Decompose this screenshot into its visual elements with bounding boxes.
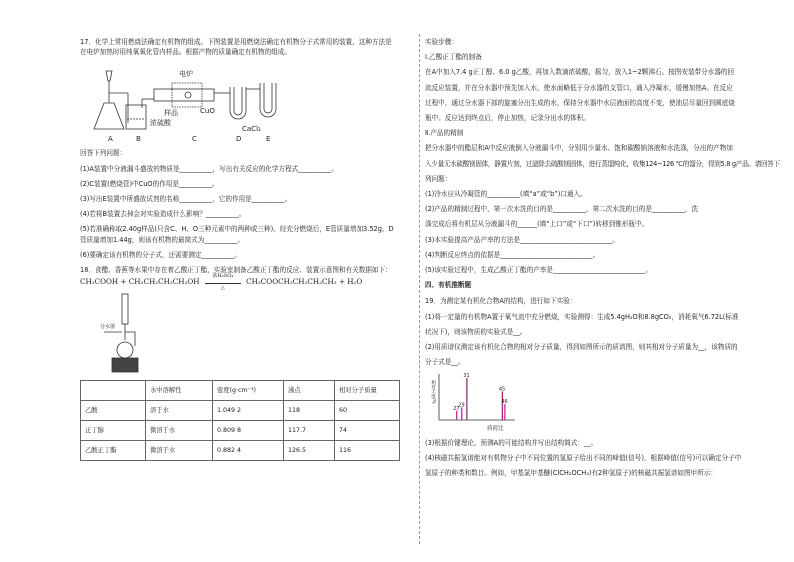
reflux-drawing: [100, 292, 180, 376]
q19-intro: 19．为测定某有机化合物A的结构，进行如下实验：: [425, 297, 577, 306]
label-e: E: [266, 135, 271, 144]
label-a: A: [108, 135, 113, 144]
label-c: C: [192, 135, 197, 144]
question-4: (4)判断反应终点的依据是____________________________。: [425, 250, 600, 259]
equation-products: CH₃COOCH₂CH₂CH₂CH₃ + H₂O: [246, 277, 363, 287]
peak-label-46: 46: [501, 399, 508, 406]
table-row: [81, 421, 400, 441]
q17-item-4: (4)若将B装置去掉会对实验造成什么影响？__________。: [80, 210, 246, 219]
q19-after-3: 氢原子的种类和数目。例如，甲基氯甲基醚(ClCH₂OCH₃)有2种氢原子)的核磁共振氢谱如图甲所示：: [425, 469, 717, 478]
mass-spectrum-svg: [429, 370, 519, 432]
table-cell: 正丁醇: [81, 421, 146, 441]
q19-line-3: (2)用质谱仪测定该有机化合物的相对分子质量，得到如图所示的质谱图，则其相对分子质量为__，该物质的: [425, 343, 738, 352]
table-row: [81, 441, 400, 461]
part1-line-2: 流反应装置，并在分水器中预先加入水，使水面略低于分水器的支管口，通入冷凝水，缓慢加热A。在反应: [425, 83, 733, 92]
question-1: (1)冷水应从冷凝管的__________(填“a”或“b”)口通入。: [425, 190, 587, 199]
apparatus-drawing: [88, 63, 328, 143]
peak-label-29: 29: [458, 402, 465, 409]
equation-catalyst: 浓H₂SO₄: [212, 273, 234, 280]
q19-after-2: (4)核磁共振氢谱能对有机物分子中不同位置的氢原子给出不同的峰值(信号)，根据峰值(信号)可以确定分子中: [425, 453, 742, 462]
q17-answer-prompt: 回答下列问题：: [80, 149, 127, 158]
table-cell: 溶于水: [146, 401, 213, 421]
question-2: (2)产品的精制过程中，第一次水洗的目的是__________，第二次水洗的目的是__________，洗: [425, 205, 699, 214]
part1-line-3: 过程中，通过分水器下部的旋塞分出生成的水，保持分水器中水层液面的高度不变，使油层尽量回到圆底烧: [425, 98, 735, 107]
table-cell: 118: [284, 401, 335, 421]
column-divider: [419, 34, 420, 544]
table-cell: 0.882 4: [213, 441, 284, 461]
part2-line-2: 入少量无水硫酸镁固体，静置片刻，过滤除去硫酸镁固体，进行蒸馏纯化，收集124~126 ℃的馏分，得到5.8 g产品。请回答下: [425, 159, 780, 168]
q17-item-1: (1)A装置中分液漏斗盛放的物质是__________，写出有关反应的化学方程式__________。: [80, 164, 338, 173]
label-d: D: [236, 135, 242, 144]
question-2-cont: 涤完成后将有机层从分液漏斗的______(填“上口”或“下口”)转移到锥形瓶中。: [425, 220, 649, 229]
table-cell: 0.809 8: [213, 421, 284, 441]
equation-reactants: CH₃COOH + CH₃CH₂CH₂CH₂OH: [80, 277, 200, 287]
q17-intro: 17．化学上常用燃烧法确定有机物的组成。下图装置是用燃烧法确定有机物分子式常用的装置，这种方法是: [80, 38, 392, 46]
left-column: [80, 38, 413, 461]
right-column: [425, 38, 780, 484]
table-header-cell: 相对分子质量: [335, 381, 400, 401]
table-header-cell: 密度(g·cm⁻³): [213, 381, 284, 401]
table-header-cell: 沸点: [284, 381, 335, 401]
part2-title: Ⅱ.产品的精制: [425, 129, 464, 138]
table-cell: 1.049 2: [213, 401, 284, 421]
equation-arrow: [205, 273, 241, 292]
part1-line-1: 在A中加入7.4 g正丁醇、6.0 g乙酸，再加入数滴浓硫酸，摇匀，放入1~2颗沸石。按图安装带分水器的回: [425, 68, 735, 77]
table-cell: 微溶于水: [146, 441, 213, 461]
y-axis-label: 相对丰度/%: [430, 380, 436, 405]
q18-intro: 18．食醋、香蕉等水果中存在着乙酸正丁酯，实验室制备乙酸正丁酯的反应、装置示意图和有关数据如下：: [80, 266, 392, 275]
peak-label-27: 27: [453, 406, 460, 413]
esterification-equation: [80, 273, 413, 292]
question-5: (5)该实验过程中，生成乙酸正丁酯的产率是____________________________。: [425, 266, 652, 275]
x-axis-label: 质荷比: [487, 426, 504, 433]
q17-item-5: (5)若准确称取2.40g样品(只含C、H、O三种元素中的两种或三种)。经充分燃烧后，E管质量增加3.52g，D: [80, 225, 394, 234]
part2-line-3: 列问题：: [425, 174, 452, 183]
label-water-separator: 分水器: [100, 324, 116, 331]
section-4-title: 四、有机推断题: [425, 281, 472, 290]
peak-label-45: 45: [498, 386, 506, 393]
equation-heat-symbol: △: [220, 285, 225, 292]
table-header-row: [81, 381, 400, 401]
table-cell: 126.5: [284, 441, 335, 461]
q17-intro-cont: 在电炉加热时用纯氧氧化管内样品。根据产物的质量确定有机物的组成。: [80, 48, 291, 57]
table-cell: 74: [335, 421, 400, 441]
label-cacl2: CaCl₂: [242, 125, 261, 134]
reflux-apparatus-figure: [100, 292, 180, 376]
table-cell: 微溶于水: [146, 421, 213, 441]
part1-title: Ⅰ.乙酸正丁酯的制备: [425, 53, 482, 62]
label-sample: 样品: [164, 109, 178, 118]
q19-line-4: 分子式是__。: [425, 358, 465, 367]
part1-line-4: 瓶中。反应达到终点后，停止加热，记录分出水的体积。: [425, 114, 590, 123]
table-header-cell: [81, 381, 146, 401]
label-b: B: [136, 135, 141, 144]
mass-spectrum-chart: [429, 370, 760, 434]
table-cell: 60: [335, 401, 400, 421]
q17-item-2: (2)C装置(燃烧管)中CuO的作用是__________。: [80, 179, 219, 188]
q17-item-6: (6)要确定该有机物的分子式，还需要测定__________。: [80, 250, 241, 259]
q19-line-1: (1)将一定量的有机物A置于氧气流中充分燃烧，实验测得：生成5.4gH₂O和8.8gCO₂，消耗氧气6.72L(标准: [425, 312, 739, 321]
table-cell: 117.7: [284, 421, 335, 441]
part2-line-1: 把分水器中的酯层和A中反应液倒入分液漏斗中，分别用少量水、饱和碳酸钠溶液和水洗涤，分出的产物加: [425, 144, 733, 153]
q19-after-1: (3)根据价键理论，预测A的可能结构并写出结构简式：__。: [425, 438, 598, 447]
steps-title: 实验步骤：: [425, 38, 458, 46]
q17-item-3: (3)写出E装置中所盛放试剂的名称__________，它的作用是__________。: [80, 195, 292, 204]
q17-item-5-cont: 管质量增加1.44g，则该有机物的最简式为__________。: [80, 235, 244, 244]
table-header-cell: 水中溶解性: [146, 381, 213, 401]
table-row: [81, 401, 400, 421]
table-cell: 乙酸正丁酯: [81, 441, 146, 461]
data-table: [80, 380, 400, 461]
peak-label-31: 31: [463, 373, 470, 380]
table-cell: 116: [335, 441, 400, 461]
q19-line-2: 状况下)，则该物质的实验式是__。: [425, 327, 527, 336]
combustion-apparatus-figure: [88, 63, 328, 143]
label-cuo: CuO: [200, 107, 215, 116]
question-3: (3)本实验提高产品产率的方法是____________________________。: [425, 235, 619, 244]
label-conc-sulfuric: 浓硫酸: [150, 119, 171, 128]
table-cell: 乙酸: [81, 401, 146, 421]
label-electric-furnace: 电炉: [179, 70, 193, 79]
